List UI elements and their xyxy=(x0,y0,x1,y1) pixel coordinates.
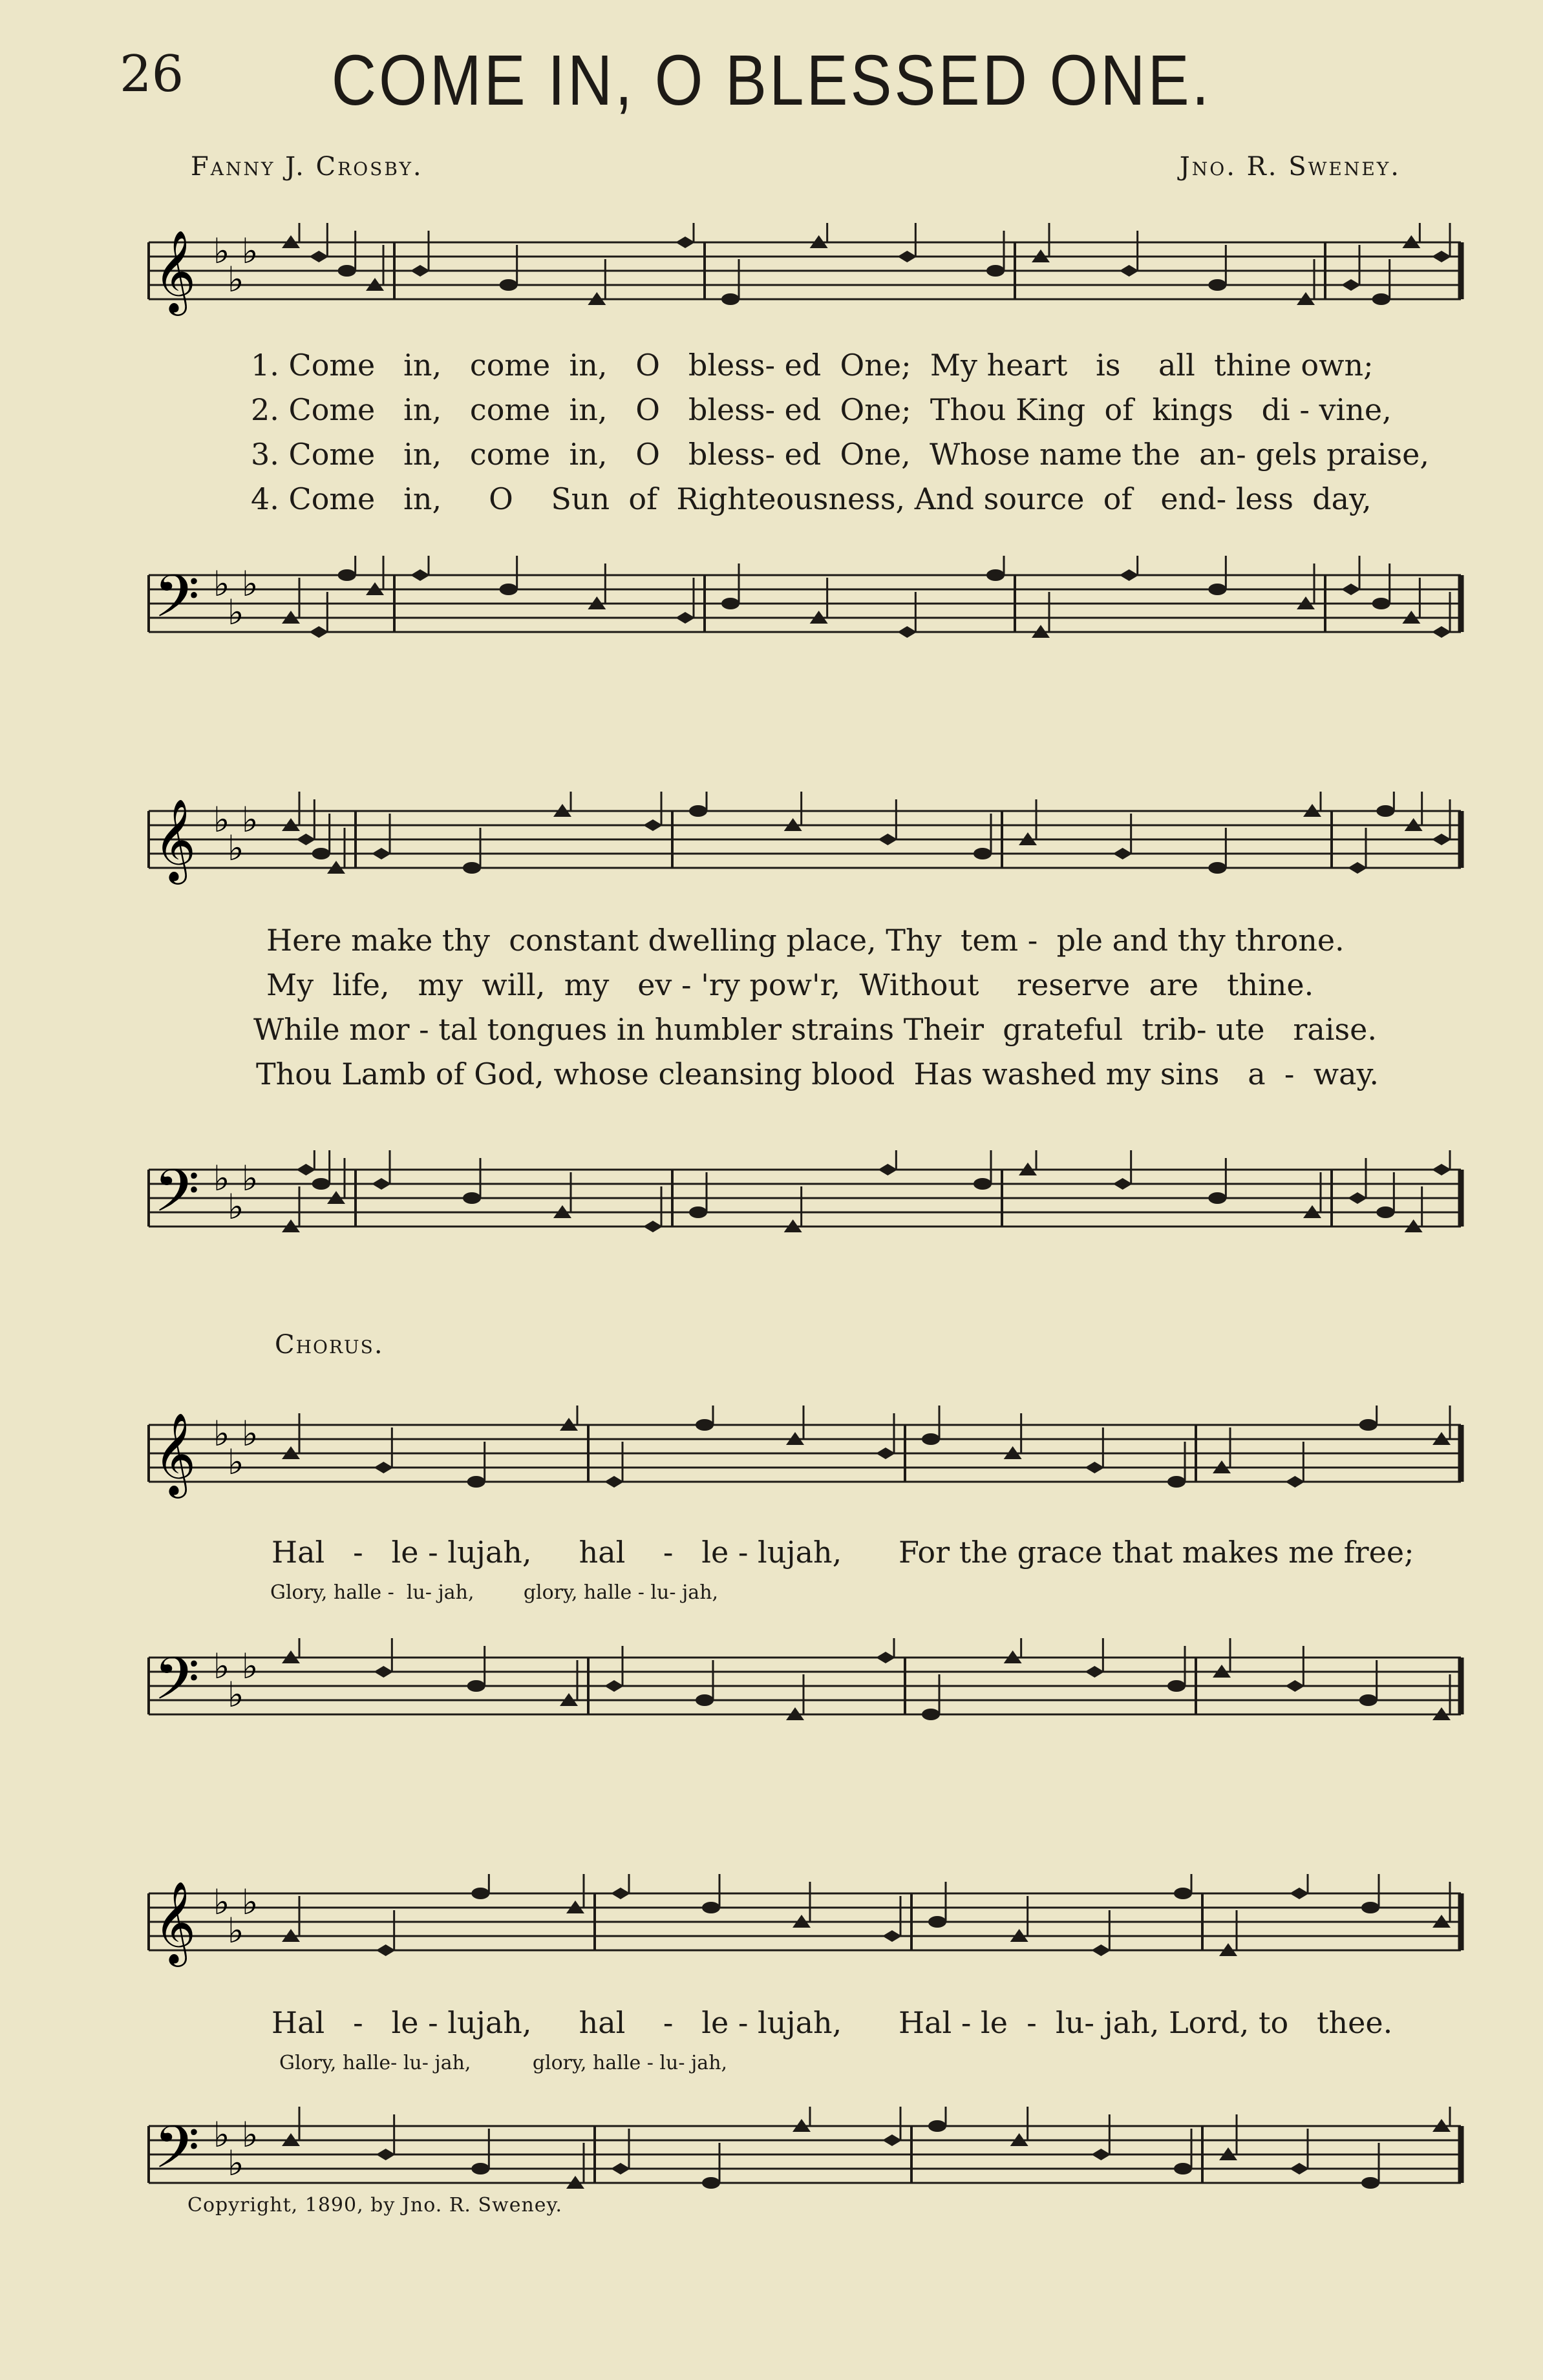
diamond-note-icon xyxy=(897,251,917,262)
diamond-note-icon xyxy=(604,1680,624,1692)
diamond-note-icon xyxy=(1285,1476,1304,1488)
diamond-note-icon xyxy=(372,1178,391,1190)
diamond-note-icon xyxy=(876,1448,895,1459)
round-note-icon xyxy=(500,279,518,291)
diamond-note-icon xyxy=(1341,279,1361,291)
hymn-title: COME IN, O BLESSED ONE. xyxy=(331,41,1212,121)
diamond-note-icon xyxy=(604,1476,624,1488)
diamond-note-icon xyxy=(1341,584,1361,595)
flat-icon: ♭ xyxy=(228,259,244,300)
diamond-note-icon xyxy=(1120,569,1139,581)
bass-clef-icon: 𝄢 xyxy=(154,2113,200,2196)
system-1-bass-staff xyxy=(136,556,1474,653)
diamond-note-icon xyxy=(372,848,391,859)
round-note-icon xyxy=(986,265,1005,277)
round-note-icon xyxy=(1167,1680,1186,1692)
round-note-icon xyxy=(1208,279,1226,291)
round-note-icon xyxy=(1167,1476,1186,1488)
composer: Jno. R. Sweney. xyxy=(1179,152,1401,182)
diamond-note-icon xyxy=(643,1221,663,1232)
flat-icon: ♭ xyxy=(228,1186,244,1227)
diamond-note-icon xyxy=(878,1164,897,1175)
diamond-note-icon xyxy=(1113,848,1133,859)
round-note-icon xyxy=(338,569,356,581)
verse-4-line: 4. Come in, O Sun of Righteousness, And source of end- less day, xyxy=(251,481,1372,516)
round-note-icon xyxy=(922,1433,940,1445)
round-note-icon xyxy=(463,1192,481,1204)
page-number: 26 xyxy=(120,45,184,103)
round-note-icon xyxy=(974,848,992,859)
diamond-note-icon xyxy=(1290,1888,1309,1899)
flat-icon: ♭ xyxy=(242,1882,259,1922)
diamond-note-icon xyxy=(882,1930,902,1942)
treble-clef-icon: 𝄞 xyxy=(154,229,197,312)
chorus-line-2: Hal - le - lujah, hal - le - lujah, Hal - le - lu- jah, Lord, to thee. xyxy=(271,2005,1393,2040)
flat-icon: ♭ xyxy=(213,231,230,271)
round-note-icon xyxy=(721,598,740,609)
round-note-icon xyxy=(928,2120,946,2132)
bass-clef-icon: 𝄢 xyxy=(154,562,200,645)
round-note-icon xyxy=(1359,1419,1378,1431)
round-note-icon xyxy=(1376,1206,1394,1218)
round-note-icon xyxy=(1361,2177,1379,2189)
round-note-icon xyxy=(1376,805,1394,817)
diamond-note-icon xyxy=(374,1666,393,1678)
round-note-icon xyxy=(338,265,356,277)
diamond-note-icon xyxy=(309,626,328,638)
flat-icon: ♭ xyxy=(242,563,259,604)
verse-1-line-cont: Here make thy constant dwelling place, Thy tem - ple and thy throne. xyxy=(266,923,1345,958)
diamond-note-icon xyxy=(897,626,917,638)
flat-icon: ♭ xyxy=(242,231,259,271)
diamond-note-icon xyxy=(676,612,695,624)
flat-icon: ♭ xyxy=(228,828,244,869)
chorus-line-1-response: Glory, halle - lu- jah, glory, halle - lu- jah, xyxy=(270,1581,719,1604)
diamond-note-icon xyxy=(1348,1192,1367,1204)
diamond-note-icon xyxy=(376,2149,396,2160)
diamond-note-icon xyxy=(410,265,430,277)
flat-icon: ♭ xyxy=(213,2114,230,2155)
round-note-icon xyxy=(1372,293,1390,305)
diamond-note-icon xyxy=(878,834,897,845)
round-note-icon xyxy=(689,1206,707,1218)
flat-icon: ♭ xyxy=(213,563,230,604)
flat-icon: ♭ xyxy=(242,1646,259,1687)
diamond-note-icon xyxy=(1091,1944,1111,1956)
flat-icon: ♭ xyxy=(213,1646,230,1687)
round-note-icon xyxy=(1174,1888,1192,1899)
diamond-note-icon xyxy=(1290,2163,1309,2175)
round-note-icon xyxy=(471,1888,489,1899)
flat-icon: ♭ xyxy=(213,1158,230,1199)
round-note-icon xyxy=(1208,862,1226,874)
flat-icon: ♭ xyxy=(228,592,244,633)
round-note-icon xyxy=(1208,1192,1226,1204)
round-note-icon xyxy=(1359,1694,1378,1706)
system-3-bass-staff xyxy=(136,1638,1474,1735)
flat-icon: ♭ xyxy=(228,1442,244,1482)
diamond-note-icon xyxy=(611,1888,630,1899)
diamond-note-icon xyxy=(876,1652,895,1663)
round-note-icon xyxy=(463,862,481,874)
round-note-icon xyxy=(471,2163,489,2175)
round-note-icon xyxy=(467,1680,485,1692)
diamond-note-icon xyxy=(1085,1666,1104,1678)
verse-2-line: 2. Come in, come in, O bless- ed One; Thou King of kings di - vine, xyxy=(251,392,1392,427)
round-note-icon xyxy=(696,1419,714,1431)
diamond-note-icon xyxy=(1120,265,1139,277)
diamond-note-icon xyxy=(1113,1178,1133,1190)
round-note-icon xyxy=(1174,2163,1192,2175)
round-note-icon xyxy=(696,1694,714,1706)
diamond-note-icon xyxy=(1432,251,1451,262)
diamond-note-icon xyxy=(1091,2149,1111,2160)
system-3-treble-staff xyxy=(136,1406,1474,1502)
round-note-icon xyxy=(312,1178,330,1190)
diamond-note-icon xyxy=(1348,862,1367,874)
copyright-notice: Copyright, 1890, by Jno. R. Sweney. xyxy=(187,2194,563,2217)
system-4-treble-staff xyxy=(136,1874,1474,1971)
diamond-note-icon xyxy=(296,834,315,845)
diamond-note-icon xyxy=(676,237,695,248)
system-4-bass-staff xyxy=(136,2107,1474,2204)
round-note-icon xyxy=(467,1476,485,1488)
round-note-icon xyxy=(1361,1902,1379,1913)
flat-icon: ♭ xyxy=(228,2143,244,2184)
diamond-note-icon xyxy=(1285,1680,1304,1692)
round-note-icon xyxy=(974,1178,992,1190)
diamond-note-icon xyxy=(410,569,430,581)
verse-3-line-cont: While mor - tal tongues in humbler strains Their grateful trib- ute raise. xyxy=(253,1012,1377,1047)
flat-icon: ♭ xyxy=(242,2114,259,2155)
lyricist: Fanny J. Crosby. xyxy=(191,152,423,182)
diamond-note-icon xyxy=(296,1164,315,1175)
round-note-icon xyxy=(702,1902,720,1913)
round-note-icon xyxy=(312,848,330,859)
round-note-icon xyxy=(1372,598,1390,609)
diamond-note-icon xyxy=(643,819,663,831)
diamond-note-icon xyxy=(882,2134,902,2146)
treble-clef-icon: 𝄞 xyxy=(154,1412,197,1495)
flat-icon: ♭ xyxy=(228,1910,244,1951)
diamond-note-icon xyxy=(1432,626,1451,638)
chorus-line-2-response: Glory, halle- lu- jah, glory, halle - lu- jah, xyxy=(279,2052,728,2074)
round-note-icon xyxy=(689,805,707,817)
diamond-note-icon xyxy=(309,251,328,262)
flat-icon: ♭ xyxy=(242,1413,259,1454)
diamond-note-icon xyxy=(376,1944,396,1956)
round-note-icon xyxy=(1208,584,1226,595)
system-2-bass-staff xyxy=(136,1150,1474,1247)
flat-icon: ♭ xyxy=(242,799,259,840)
treble-clef-icon: 𝄞 xyxy=(154,1880,197,1963)
verse-1-line: 1. Come in, come in, O bless- ed One; My heart is all thine own; xyxy=(251,348,1374,383)
bass-clef-icon: 𝄢 xyxy=(154,1157,200,1239)
round-note-icon xyxy=(986,569,1005,581)
verse-2-line-cont: My life, my will, my ev - 'ry pow'r, Without reserve are thine. xyxy=(266,967,1314,1002)
system-1-treble-staff xyxy=(136,223,1474,320)
diamond-note-icon xyxy=(611,2163,630,2175)
chorus-line-1: Hal - le - lujah, hal - le - lujah, For the grace that makes me free; xyxy=(271,1535,1414,1570)
diamond-note-icon xyxy=(1432,1164,1451,1175)
diamond-note-icon xyxy=(1432,834,1451,845)
bass-clef-icon: 𝄢 xyxy=(154,1645,200,1727)
round-note-icon xyxy=(500,584,518,595)
flat-icon: ♭ xyxy=(213,1413,230,1454)
chorus-label: Chorus. xyxy=(275,1330,384,1360)
flat-icon: ♭ xyxy=(228,1674,244,1715)
treble-clef-icon: 𝄞 xyxy=(154,798,197,881)
round-note-icon xyxy=(702,2177,720,2189)
round-note-icon xyxy=(928,1916,946,1928)
system-2-treble-staff xyxy=(136,792,1474,889)
flat-icon: ♭ xyxy=(213,1882,230,1922)
diamond-note-icon xyxy=(374,1462,393,1473)
verse-3-line: 3. Come in, come in, O bless- ed One, Whose name the an- gels praise, xyxy=(251,437,1429,472)
flat-icon: ♭ xyxy=(213,799,230,840)
flat-icon: ♭ xyxy=(242,1158,259,1199)
round-note-icon xyxy=(721,293,740,305)
verse-4-line-cont: Thou Lamb of God, whose cleansing blood Has washed my sins a - way. xyxy=(256,1057,1379,1091)
diamond-note-icon xyxy=(1085,1462,1104,1473)
round-note-icon xyxy=(922,1709,940,1720)
